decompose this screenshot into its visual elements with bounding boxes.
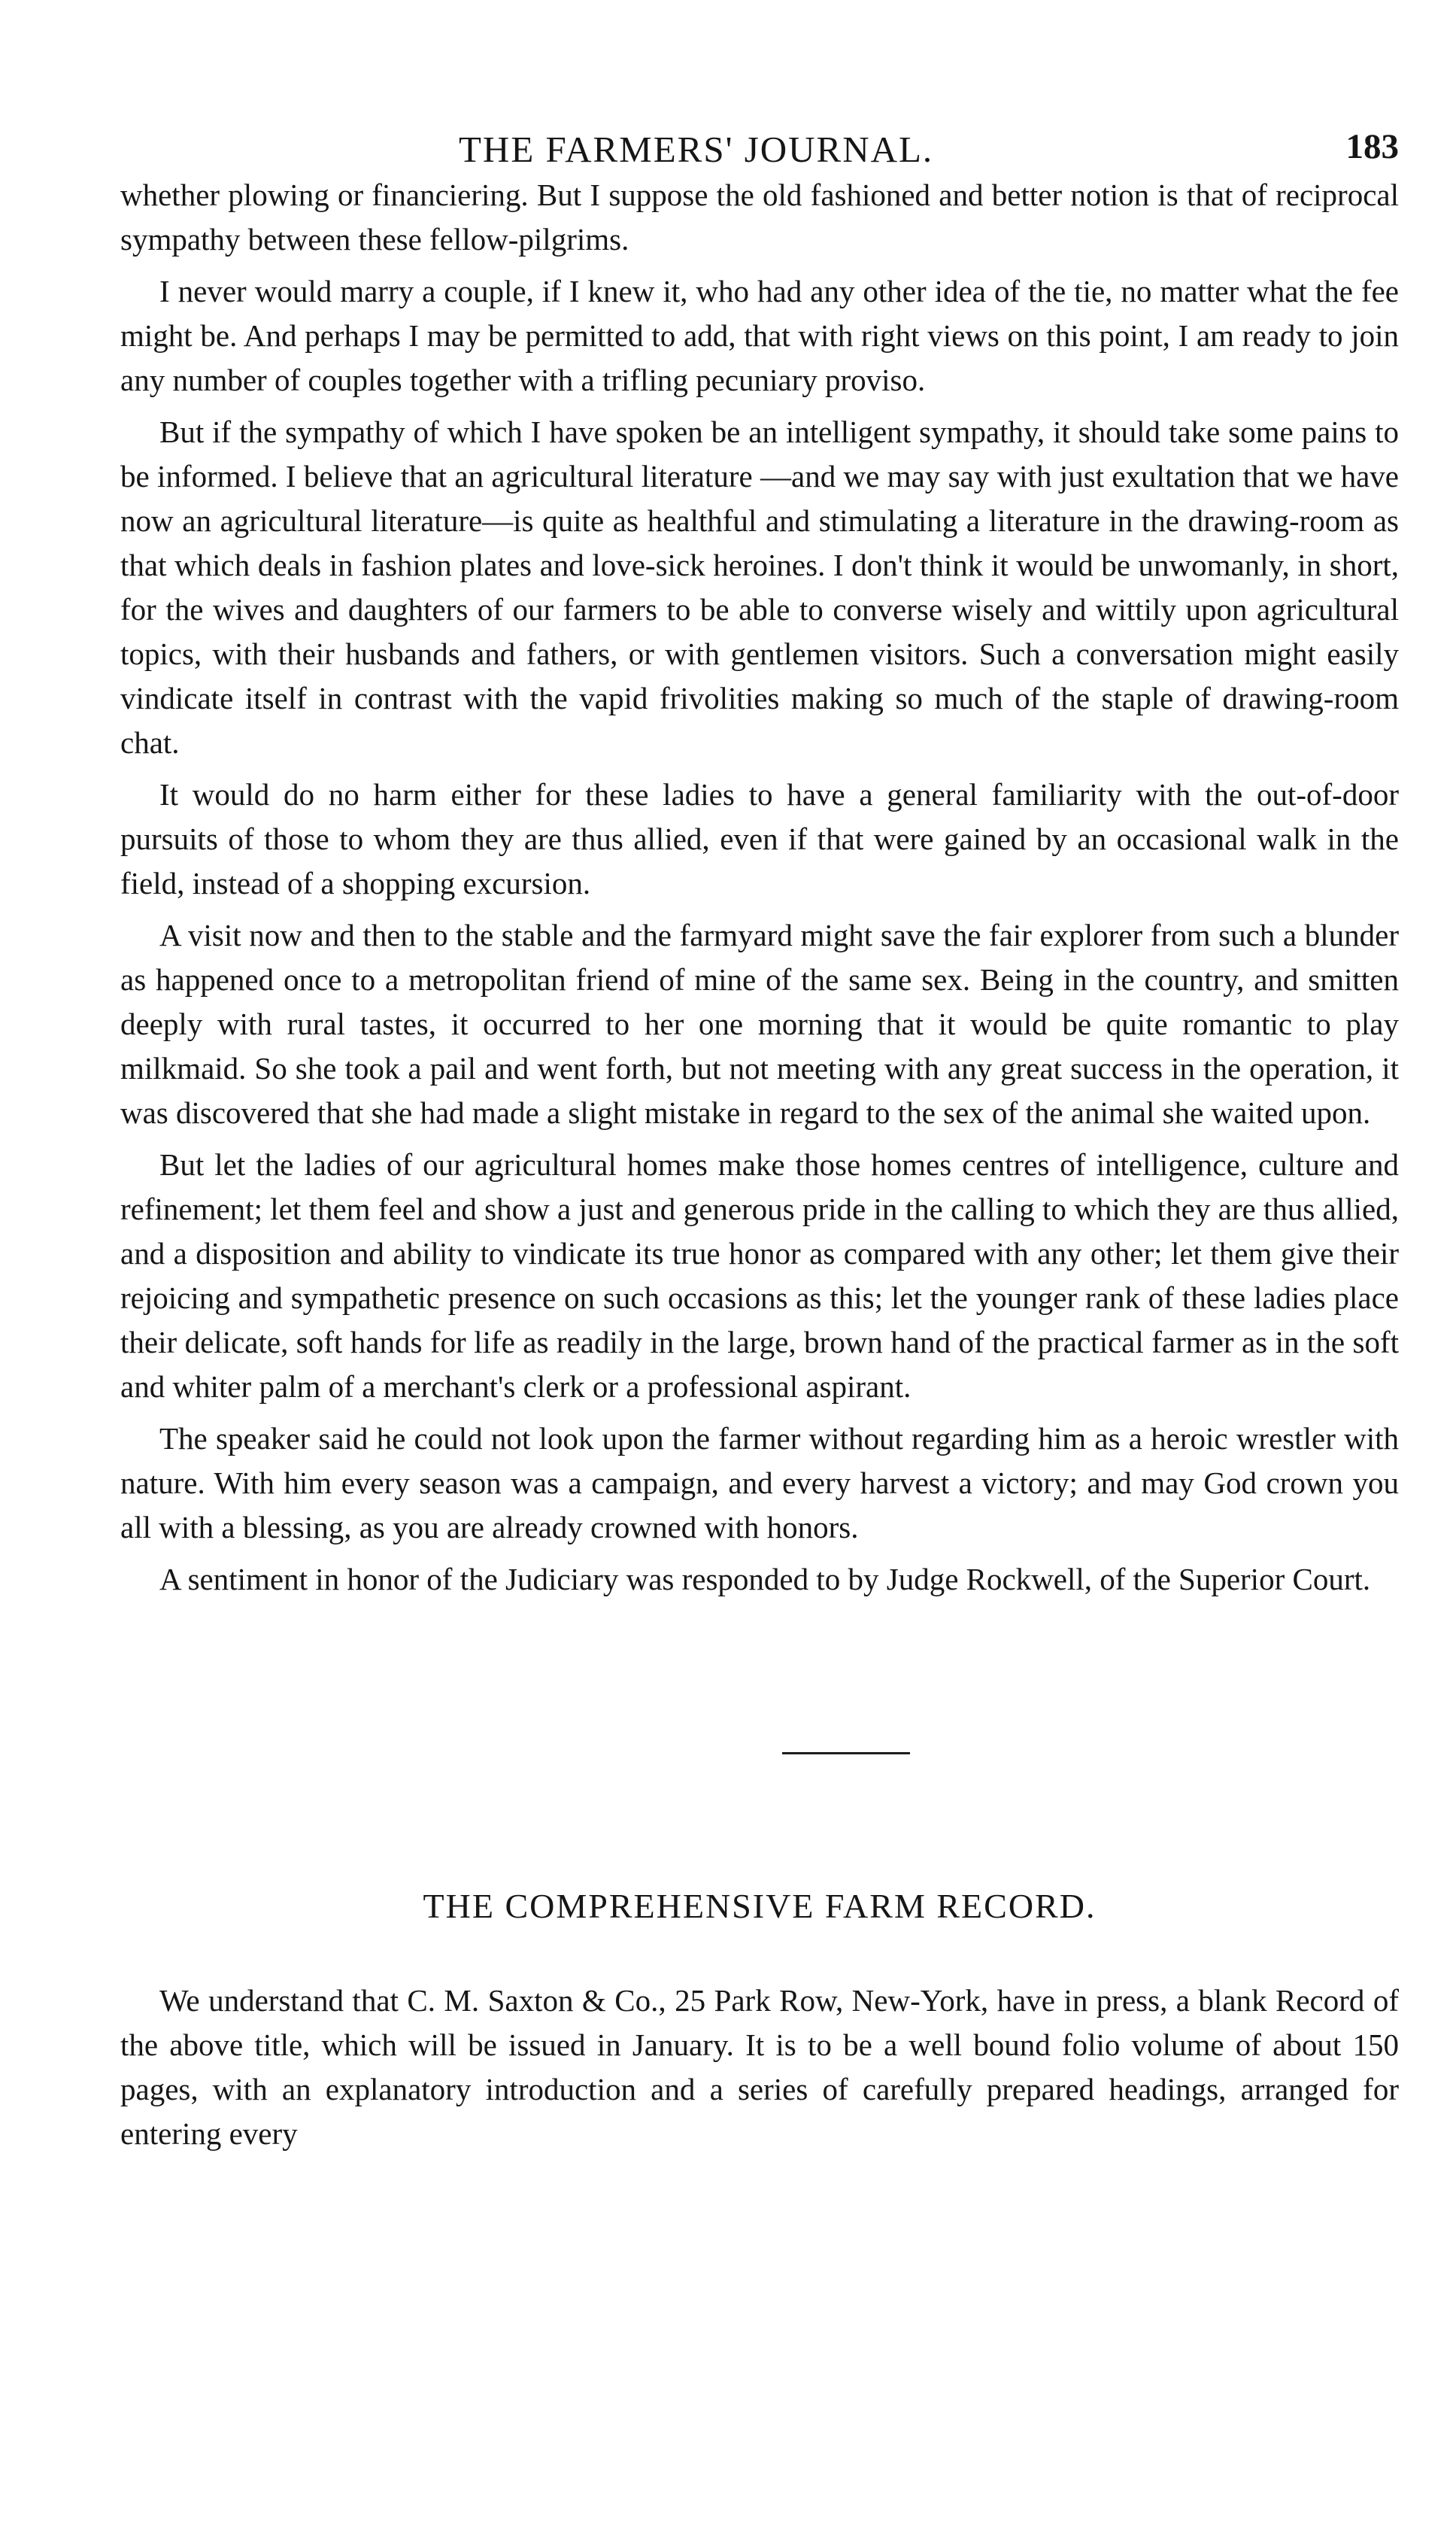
page-number: 183 <box>1345 127 1399 166</box>
paragraph: A sentiment in honor of the Judiciary was responded to by Judge Rockwell, of the Superior Court. <box>159 1562 1371 1596</box>
section-heading: THE COMPREHENSIVE FARM RECORD. <box>423 1887 1097 1925</box>
paragraph: It would do no harm either for these ladies to have a general familiarity with the out-of-door pursuits of those to whom they are thus allied, even if that were gained by an occasional walk in the field, instead of a shopping excursion. <box>120 777 1399 901</box>
paragraph: We understand that C. M. Saxton & Co., 25 Park Row, New-York, have in press, a blank Record of the above title, which will be issued in January. It is to be a well bound folio volume of about 150 pages, with an explanatory introduction and a series of carefully prepared headings, arranged for entering every <box>120 1983 1399 2151</box>
journal-page <box>120 113 1399 2156</box>
paragraph: The speaker said he could not look upon the farmer without regarding him as a heroic wrestler with nature. With him every season was a campaign, and every harvest a victory; and may God crown you all with a blessing, as you are already crowned with honors. <box>120 1421 1399 1544</box>
paragraph: I never would marry a couple, if I knew it, who had any other idea of the tie, no matter what the fee might be. And perhaps I may be permitted to add, that with right views on this point, I am ready to join any number of couples together with a trifling pecuniary proviso. <box>120 274 1399 397</box>
running-head <box>120 113 1399 173</box>
article-body <box>120 173 1399 1602</box>
section-body <box>120 1979 1399 2156</box>
journal-title: THE FARMERS' JOURNAL. <box>459 129 934 170</box>
section-divider <box>782 1752 910 1754</box>
paragraph: But if the sympathy of which I have spoken be an intelligent sympathy, it should take some pains to be informed. I believe that an agricultural literature —and we may say with just exultation that we have now an agricultural literature—is quite as healthful and stimulating a literature in the drawing-room as that which deals in fashion plates and love-sick heroines. I don't think it would be unwomanly, in short, for the wives and daughters of our farmers to be able to converse wisely and wittily upon agricultural topics, with their husbands and fathers, or with gentlemen visitors. Such a conversation might easily vindicate itself in contrast with the vapid frivolities making so much of the staple of drawing-room chat. <box>120 415 1399 760</box>
paragraph: whether plowing or financiering. But I suppose the old fashioned and better notion is that of reciprocal sympathy between these fellow-pilgrims. <box>120 178 1399 257</box>
paragraph: But let the ladies of our agricultural homes make those homes centres of intelligence, culture and refinement; let them feel and show a just and generous pride in the calling to which they are thus allied, and a disposition and ability to vindicate its true honor as compared with any other; let them give their rejoicing and sympathetic presence on such occasions as this; let the younger rank of these ladies place their delicate, soft hands for life as readily in the large, brown hand of the practical farmer as in the soft and whiter palm of a merchant's clerk or a professional aspirant. <box>120 1147 1399 1404</box>
paragraph: A visit now and then to the stable and the farmyard might save the fair explorer from such a blunder as happened once to a metropolitan friend of mine of the same sex. Being in the country, and smitten deeply with rural tastes, it occurred to her one morning that it would be quite romantic to play milkmaid. So she took a pail and went forth, but not meeting with any great success in the operation, it was discovered that she had made a slight mistake in regard to the sex of the animal she waited upon. <box>120 918 1399 1130</box>
